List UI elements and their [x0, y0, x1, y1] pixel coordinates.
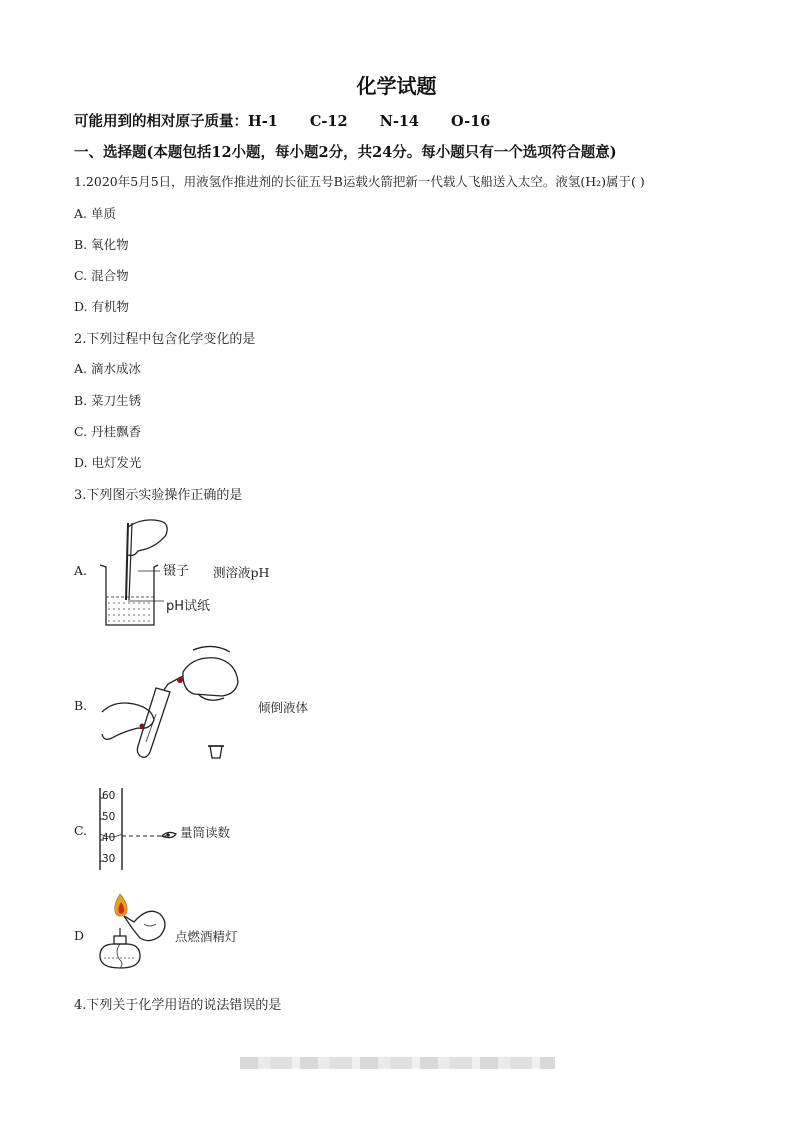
q3-option-c-caption: 量筒读数 [180, 825, 231, 840]
q2-option-a: A. 滴水成冰 [74, 361, 141, 376]
q1-option-d: D. 有机物 [74, 299, 130, 314]
q2-option-b: B. 菜刀生锈 [74, 393, 142, 408]
atomic-mass-o: O-16 [451, 113, 491, 130]
q3-option-b-letter: B. [74, 698, 88, 713]
atomic-mass-n: N-14 [379, 113, 420, 130]
pouring-liquid-figure [98, 642, 248, 767]
atomic-mass-label: 可能用到的相对原子质量： [74, 113, 248, 130]
q3-option-b-caption: 倾倒液体 [258, 700, 309, 715]
footer-watermark [240, 1057, 555, 1069]
q3-option-a-caption: 测溶液pH [213, 565, 270, 580]
scale-40: 40 [102, 832, 116, 844]
section-heading: 一、选择题(本题包括12小题，每小题2分，共24分。每小题只有一个选项符合题意) [74, 144, 617, 161]
alcohol-lamp-figure [90, 888, 175, 978]
page-title: 化学试题 [356, 74, 437, 98]
scale-50: 50 [102, 811, 116, 823]
q3-option-c-letter: C. [74, 823, 88, 838]
scale-30: 30 [102, 853, 116, 865]
atomic-mass-c: C-12 [309, 113, 348, 130]
question-2-stem: 2.下列过程中包含化学变化的是 [74, 332, 256, 347]
q1-option-a: A. 单质 [74, 206, 116, 221]
q1-option-b: B. 氧化物 [74, 237, 129, 252]
atomic-mass-h: H-1 [248, 113, 278, 130]
q3-option-d-caption: 点燃酒精灯 [175, 929, 238, 944]
q1-option-c: C. 混合物 [74, 268, 129, 283]
question-1-stem: 1.2020年5月5日，用液氢作推进剂的长征五号B运载火箭把新一代载人飞船送入太空。液氢(H₂)属于( ) [74, 174, 645, 189]
ph-paper-label: pH试纸 [166, 599, 211, 614]
atomic-mass-line [74, 110, 490, 131]
question-4-stem: 4.下列关于化学用语的说法错误的是 [74, 998, 282, 1013]
q2-option-c: C. 丹桂飘香 [74, 424, 142, 439]
question-3-stem: 3.下列图示实验操作正确的是 [74, 488, 243, 503]
q3-option-d-letter: D [74, 928, 85, 943]
scale-60: 60 [102, 790, 116, 802]
q2-option-d: D. 电灯发光 [74, 455, 142, 470]
tweezers-label: 镊子 [163, 564, 190, 579]
q3-option-a-letter: A. [74, 563, 88, 578]
